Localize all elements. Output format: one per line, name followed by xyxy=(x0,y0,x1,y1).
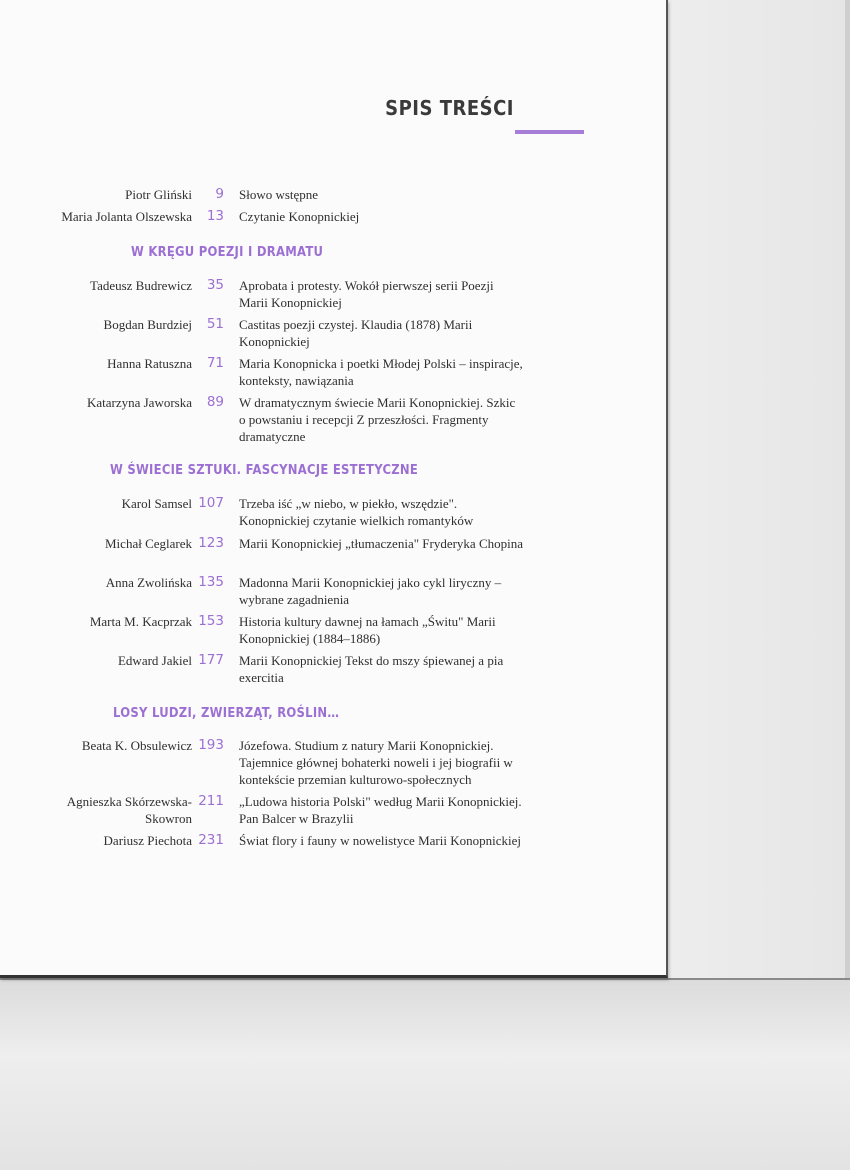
entry-author: Piotr Gliński xyxy=(125,187,192,202)
entry-page: 51 xyxy=(206,316,224,332)
toc-entry xyxy=(0,394,666,454)
entry-title: Józefowa. Studium z natury Marii Konopnickiej. Tajemnice głównej bohaterki noweli i jej biografii w kontekście przemian kulturowo-społecznych xyxy=(239,738,513,787)
entry-author: Michał Ceglarek xyxy=(105,536,192,551)
entry-page: 71 xyxy=(206,355,224,371)
entry-author: Anna Zwolińska xyxy=(105,575,192,590)
entry-author: Bogdan Burdziej xyxy=(103,317,192,332)
section-heading: LOSY LUDZI, ZWIERZĄT, ROŚLIN… xyxy=(113,705,340,721)
entry-author: Hanna Ratuszna xyxy=(107,356,192,371)
section-heading: W KRĘGU POEZJI I DRAMATU xyxy=(131,244,324,260)
entry-title: „Ludowa historia Polski" według Marii Konopnickiej. Pan Balcer w Brazylii xyxy=(239,794,522,826)
toc-entry xyxy=(0,737,666,797)
entry-page: 13 xyxy=(206,208,224,224)
entry-page: 9 xyxy=(215,186,224,202)
entry-author: Beata K. Obsulewicz xyxy=(81,738,192,753)
page-title: SPIS TREŚCI xyxy=(385,96,514,120)
entry-title: Castitas poezji czystej. Klaudia (1878) Marii Konopnickiej xyxy=(239,317,473,349)
entry-author: Edward Jakiel xyxy=(117,653,192,668)
entry-page: 177 xyxy=(198,652,224,668)
entry-title: W dramatycznym świecie Marii Konopnickiej. Szkic o powstaniu i recepcji Z przeszłości. Fragmenty dramatyczne xyxy=(239,395,516,444)
entry-title: Marii Konopnickiej Tekst do mszy śpiewanej a pia exercitia xyxy=(239,653,504,685)
title-underline xyxy=(515,130,584,134)
entry-author: Marta M. Kacprzak xyxy=(89,614,192,629)
entry-page: 231 xyxy=(198,832,224,848)
entry-author: Karol Samsel xyxy=(121,496,192,511)
entry-title: Madonna Marii Konopnickiej jako cykl liryczny – wybrane zagadnienia xyxy=(239,575,502,607)
toc-entry xyxy=(0,652,666,712)
section-heading: W ŚWIECIE SZTUKI. FASCYNACJE ESTETYCZNE xyxy=(110,462,419,478)
entry-author: Agnieszka Skórzewska-Skowron xyxy=(66,794,192,826)
entry-title: Trzeba iść „w niebo, w piekło, wszędzie". Konopnickiej czytanie wielkich romantyków xyxy=(239,496,474,528)
entry-page: 193 xyxy=(198,737,224,753)
entry-title: Słowo wstępne xyxy=(239,187,319,202)
entry-author: Katarzyna Jaworska xyxy=(86,395,192,410)
entry-page: 135 xyxy=(198,574,224,590)
toc-entry xyxy=(0,208,666,268)
scan-lower-area xyxy=(0,980,850,1170)
entry-author: Tadeusz Budrewicz xyxy=(90,278,192,293)
entry-author: Maria Jolanta Olszewska xyxy=(61,209,192,224)
entry-title: Historia kultury dawnej na łamach „Świtu" Marii Konopnickiej (1884–1886) xyxy=(239,614,496,646)
entry-title: Maria Konopnicka i poetki Młodej Polski – inspiracje, konteksty, nawiązania xyxy=(239,356,523,388)
entry-page: 123 xyxy=(198,535,224,551)
toc-entry xyxy=(0,832,666,892)
entry-page: 153 xyxy=(198,613,224,629)
entry-title: Świat flory i fauny w nowelistyce Marii Konopnickiej xyxy=(239,833,521,848)
entry-page: 89 xyxy=(206,394,224,410)
entry-title: Czytanie Konopnickiej xyxy=(239,209,360,224)
entry-title: Marii Konopnickiej „tłumaczenia" Fryderyka Chopina xyxy=(239,536,524,551)
entry-author: Dariusz Piechota xyxy=(103,833,192,848)
entry-page: 35 xyxy=(206,277,224,293)
entry-page: 211 xyxy=(198,793,224,809)
entry-page: 107 xyxy=(198,495,224,511)
entry-title: Aprobata i protesty. Wokół pierwszej serii Poezji Marii Konopnickiej xyxy=(239,278,494,310)
page-bottom-edge xyxy=(0,978,850,980)
